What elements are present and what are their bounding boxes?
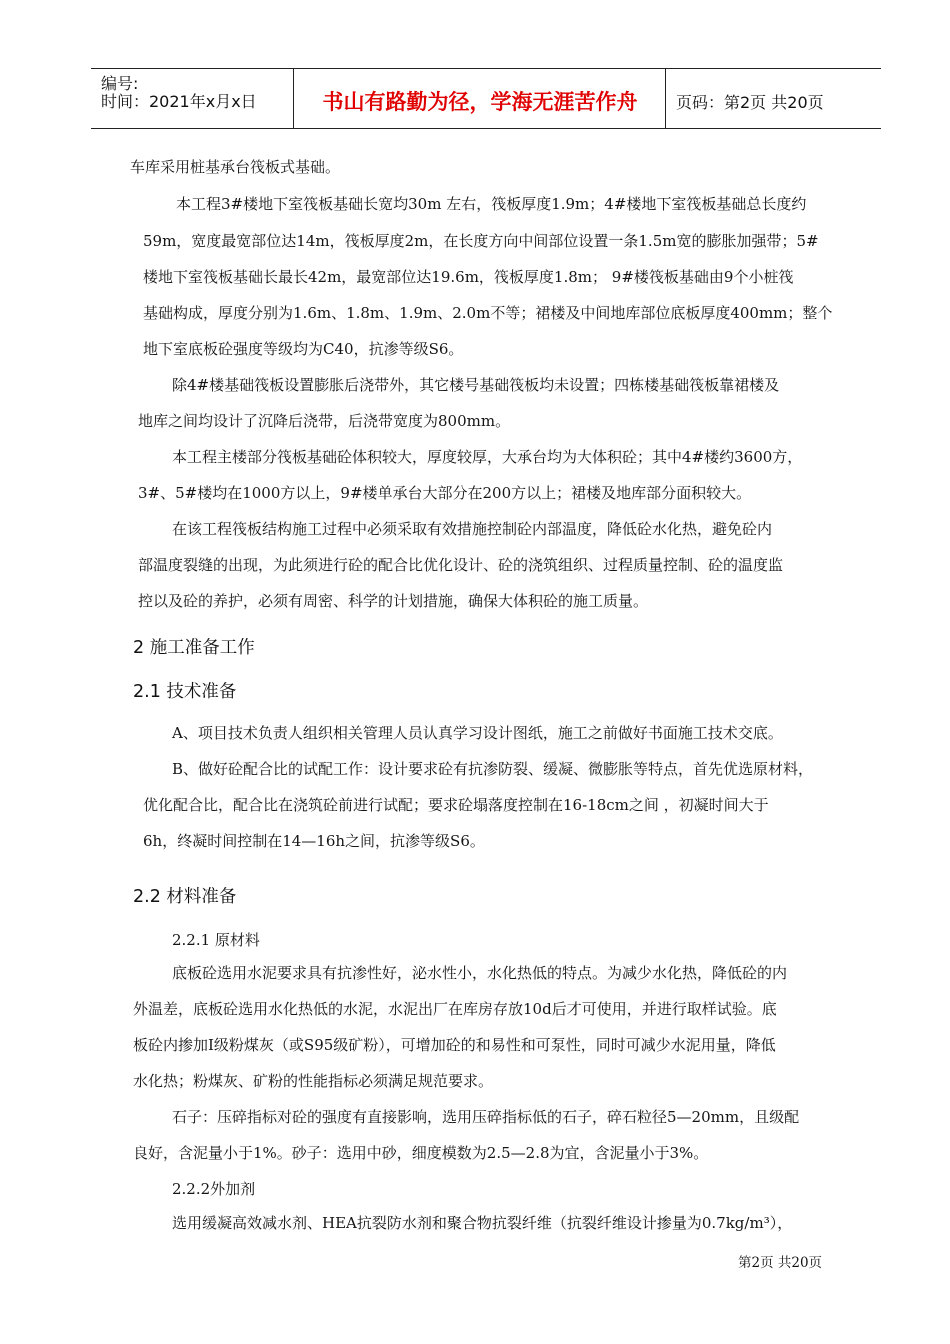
section-heading: 2.2 材料准备 (133, 887, 237, 907)
body-line: 底板砼选用水泥要求具有抗渗性好，泌水性小，水化热低的特点。为减少水化热，降低砼的内 (172, 964, 788, 982)
body-line: 基础构成，厚度分别为1.6m、1.8m、1.9m、2.0m不等；裙楼及中间地库部位底板厚度400mm；整个 (143, 304, 833, 322)
subsection-heading: 2.2.1 原材料 (172, 931, 260, 949)
body-line: 水化热；粉煤灰、矿粉的性能指标必须满足规范要求。 (133, 1072, 494, 1090)
header-bottom-rule (91, 128, 881, 129)
header-divider-right (665, 68, 666, 128)
body-line: 良好，含泥量小于1%。砂子：选用中砂，细度模数为2.5—2.8为宜，含泥量小于3%。 (133, 1144, 709, 1162)
header-top-rule (91, 68, 881, 69)
body-line: 地库之间均设计了沉降后浇带，后浇带宽度为800mm。 (138, 412, 511, 430)
body-line: 地下室底板砼强度等级均为C40，抗渗等级S6。 (143, 340, 464, 358)
body-line: 控以及砼的养护，必须有周密、科学的计划措施，确保大体积砼的施工质量。 (138, 592, 649, 610)
body-line: 车库采用桩基承台筏板式基础。 (130, 158, 341, 176)
body-line: 楼地下室筏板基础长最长42m，最宽部位达19.6m，筏板厚度1.8m； 9#楼筏板基础由9个小桩筏 (143, 268, 794, 286)
section-heading: 2 施工准备工作 (133, 638, 255, 658)
body-line: 部温度裂缝的出现，为此须进行砼的配合比优化设计、砼的浇筑组织、过程质量控制、砼的温度监 (138, 556, 784, 574)
time-label: 时间：2021年x月x日 (101, 92, 257, 111)
serial-label: 编号: (101, 74, 139, 93)
body-line: B、做好砼配合比的试配工作：设计要求砼有抗渗防裂、缓凝、微膨胀等特点，首先优选原材料， (172, 760, 814, 778)
body-line: A、项目技术负责人组织相关管理人员认真学习设计图纸，施工之前做好书面施工技术交底。 (172, 724, 783, 742)
body-line: 石子：压碎指标对砼的强度有直接影响，选用压碎指标低的石子，碎石粒径5—20mm，且级配 (172, 1108, 800, 1126)
body-line: 本工程3#楼地下室筏板基础长宽均30m 左右，筏板厚度1.9m；4#楼地下室筏板基础总长度约 (176, 195, 807, 213)
body-line: 59m，宽度最宽部位达14m，筏板厚度2m，在长度方向中间部位设置一条1.5m宽的膨胀加强带；5# (143, 232, 819, 250)
header-motto: 书山有路勤为径，学海无涯苦作舟 (322, 90, 638, 114)
body-line: 选用缓凝高效减水剂、HEA抗裂防水剂和聚合物抗裂纤维（抗裂纤维设计掺量为0.7kg/m³）， (172, 1214, 793, 1232)
body-line: 板砼内掺加Ⅰ级粉煤灰（或S95级矿粉），可增加砼的和易性和可泵性，同时可减少水泥用量，降低 (133, 1036, 776, 1054)
body-line: 3#、5#楼均在1000方以上，9#楼单承台大部分在200方以上；裙楼及地库部分面积较大。 (138, 484, 752, 502)
subsection-heading: 2.2.2外加剂 (172, 1180, 256, 1198)
body-line: 本工程主楼部分筏板基础砼体积较大，厚度较厚，大承台均为大体积砼；其中4#楼约3600方， (172, 448, 803, 466)
header-divider-left (293, 68, 294, 128)
section-heading: 2.1 技术准备 (133, 682, 237, 702)
footer-page-number: 第2页 共20页 (738, 1255, 823, 1271)
body-line: 优化配合比，配合比在浇筑砼前进行试配；要求砼塌落度控制在16-18cm之间 ，初凝时间大于 (143, 796, 769, 814)
body-line: 6h，终凝时间控制在14—16h之间，抗渗等级S6。 (143, 832, 485, 850)
header-page-number: 页码：第2页 共20页 (676, 93, 824, 112)
body-line: 外温差，底板砼选用水化热低的水泥，水泥出厂在库房存放10d后才可使用，并进行取样试验。底 (133, 1000, 777, 1018)
body-line: 在该工程筏板结构施工过程中必须采取有效措施控制砼内部温度，降低砼水化热，避免砼内 (172, 520, 773, 538)
body-line: 除4#楼基础筏板设置膨胀后浇带外，其它楼号基础筏板均未设置；四栋楼基础筏板靠裙楼及 (172, 376, 780, 394)
